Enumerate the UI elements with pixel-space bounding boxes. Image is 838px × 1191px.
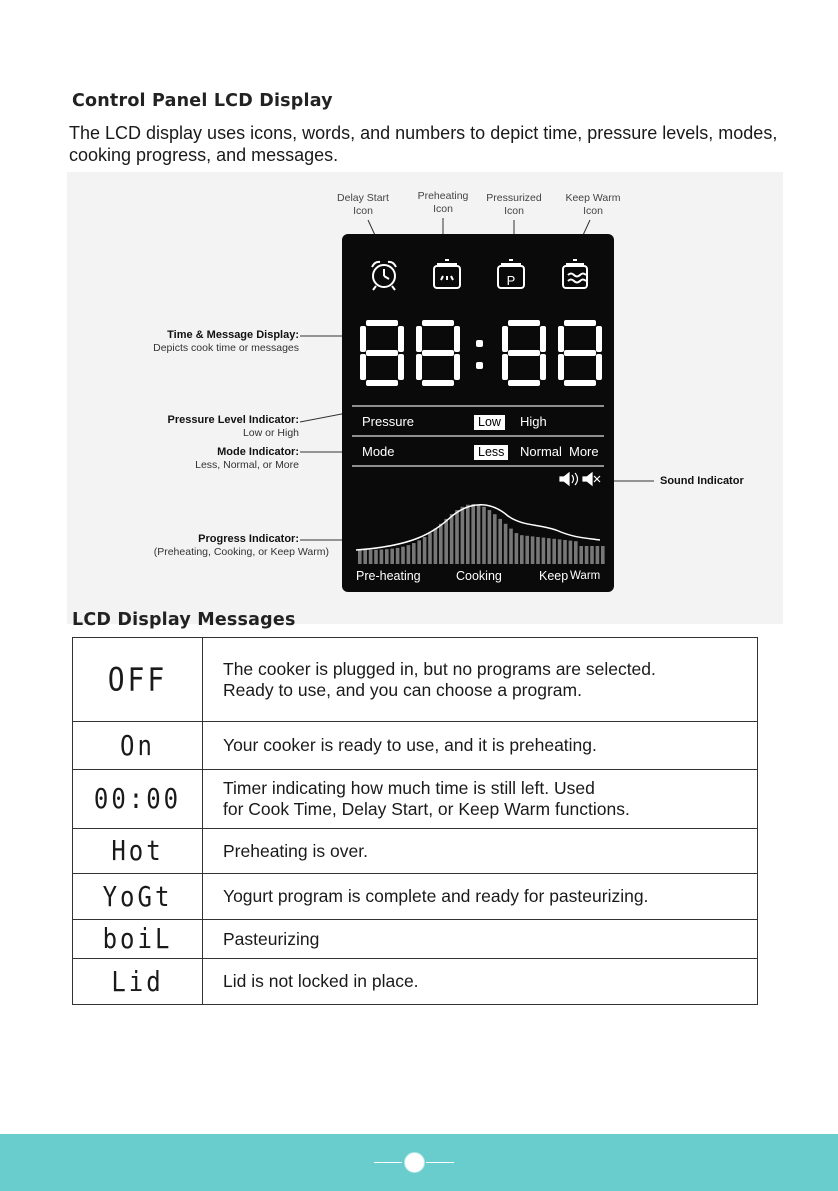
progress-bar bbox=[471, 504, 475, 564]
progress-indicator-graph bbox=[356, 504, 605, 564]
progress-bar bbox=[401, 547, 405, 564]
alarm-clock-icon bbox=[372, 262, 396, 290]
lcd-code: Hot bbox=[111, 834, 164, 868]
pressure-low-chip: Low bbox=[474, 415, 505, 430]
progress-bar bbox=[374, 550, 378, 564]
message-description-line: Preheating is over. bbox=[223, 840, 368, 861]
lcd-code: On bbox=[120, 729, 155, 762]
digit-segment bbox=[540, 354, 546, 380]
lcd-messages-table bbox=[72, 637, 758, 1005]
progress-bar bbox=[504, 524, 508, 564]
footer-line-left bbox=[374, 1162, 402, 1163]
mode-indicator-callout: Mode Indicator: Less, Normal, or More bbox=[195, 446, 299, 471]
progress-bar bbox=[563, 540, 567, 564]
progress-bar bbox=[590, 546, 594, 564]
preheating-pot-icon bbox=[434, 260, 460, 288]
progress-bar bbox=[525, 536, 529, 564]
progress-bar bbox=[531, 536, 535, 564]
digit-segment bbox=[476, 362, 483, 369]
message-description-cell bbox=[203, 638, 758, 722]
progress-label-preheating: Pre-heating bbox=[356, 569, 421, 583]
lcd-code: boiL bbox=[102, 922, 173, 956]
pressure-level-callout: Pressure Level Indicator: Low or High bbox=[167, 414, 299, 439]
lcd-code: YoGt bbox=[102, 880, 173, 913]
pressure-label: Pressure bbox=[362, 414, 415, 429]
progress-bar bbox=[579, 546, 583, 564]
progress-bar bbox=[488, 510, 492, 564]
progress-bar bbox=[428, 533, 432, 564]
digit-segment bbox=[502, 354, 508, 380]
message-description-cell bbox=[203, 959, 758, 1005]
progress-bar bbox=[439, 524, 443, 564]
digit-segment bbox=[558, 354, 564, 380]
progress-bar bbox=[363, 550, 367, 564]
progress-bar bbox=[477, 505, 481, 564]
lcd-graphics bbox=[342, 234, 614, 592]
time-message-digits bbox=[360, 320, 602, 386]
progress-bar bbox=[542, 538, 546, 564]
progress-label-keep: Keep bbox=[539, 569, 569, 583]
digit-segment bbox=[398, 354, 404, 380]
digit-segment bbox=[360, 326, 366, 352]
pressurized-label: Pressurized Icon bbox=[486, 192, 542, 217]
digit-segment bbox=[454, 354, 460, 380]
progress-bar bbox=[536, 537, 540, 564]
keep-warm-label: Keep Warm Icon bbox=[565, 192, 621, 217]
message-code-cell bbox=[73, 874, 203, 920]
progress-bar bbox=[569, 541, 573, 564]
progress-bar bbox=[498, 519, 502, 564]
progress-bar bbox=[385, 549, 389, 564]
digit-segment bbox=[564, 380, 596, 386]
progress-bar bbox=[369, 550, 373, 564]
progress-bar bbox=[520, 535, 524, 564]
table-row bbox=[73, 638, 758, 722]
progress-bar bbox=[417, 540, 421, 564]
message-description-cell bbox=[203, 770, 758, 829]
digit-segment bbox=[422, 350, 454, 356]
message-description-line: Ready to use, and you can choose a program. bbox=[223, 679, 582, 700]
section-heading-messages: LCD Display Messages bbox=[72, 610, 296, 630]
progress-bar bbox=[380, 549, 384, 564]
message-description-cell bbox=[203, 874, 758, 920]
digit-segment bbox=[596, 354, 602, 380]
message-description-cell bbox=[203, 722, 758, 770]
message-code-cell bbox=[73, 770, 203, 829]
progress-bar bbox=[547, 538, 551, 564]
section-heading-lcd-display: Control Panel LCD Display bbox=[72, 91, 333, 111]
progress-bar bbox=[466, 505, 470, 564]
progress-bar bbox=[412, 543, 416, 564]
mode-normal-label: Normal bbox=[520, 444, 562, 459]
lcd-code: Lid bbox=[111, 965, 164, 998]
digit-segment bbox=[366, 320, 398, 326]
progress-bar bbox=[493, 514, 497, 564]
digit-segment bbox=[416, 326, 422, 352]
digit-segment bbox=[564, 350, 596, 356]
message-code-cell bbox=[73, 722, 203, 770]
progress-bar bbox=[482, 507, 486, 564]
digit-segment bbox=[398, 326, 404, 352]
progress-bar bbox=[455, 510, 459, 564]
digit-segment bbox=[422, 380, 454, 386]
progress-bar bbox=[509, 529, 513, 564]
pressure-high-label: High bbox=[520, 414, 547, 429]
progress-bar bbox=[552, 539, 556, 564]
digit-segment bbox=[422, 320, 454, 326]
progress-bar bbox=[444, 519, 448, 564]
progress-label-cooking: Cooking bbox=[456, 569, 502, 583]
message-description-line: Timer indicating how much time is still left. Used bbox=[223, 778, 595, 798]
table-row bbox=[73, 874, 758, 920]
digit-segment bbox=[366, 380, 398, 386]
digit-segment bbox=[508, 320, 540, 326]
progress-bar bbox=[450, 514, 454, 564]
progress-indicator-callout: Progress Indicator: (Preheating, Cooking, or Keep Warm) bbox=[153, 533, 329, 558]
progress-bar bbox=[396, 548, 400, 564]
digit-segment bbox=[540, 326, 546, 352]
message-description-line: Yogurt program is complete and ready for pasteurizing. bbox=[223, 886, 649, 906]
progress-bar bbox=[574, 541, 578, 564]
digit-segment bbox=[416, 354, 422, 380]
progress-bar bbox=[358, 550, 362, 564]
message-description-cell bbox=[203, 920, 758, 959]
table-row bbox=[73, 770, 758, 829]
speaker-mute-icon bbox=[583, 473, 600, 485]
progress-bar bbox=[423, 537, 427, 564]
message-code-cell bbox=[73, 638, 203, 722]
digit-segment bbox=[366, 350, 398, 356]
progress-bar bbox=[558, 539, 562, 564]
digit-segment bbox=[596, 326, 602, 352]
message-description-line: Your cooker is ready to use, and it is preheating. bbox=[223, 735, 597, 755]
progress-bar bbox=[390, 549, 394, 564]
digit-segment bbox=[476, 340, 483, 347]
lcd-panel bbox=[342, 234, 614, 592]
message-code-cell bbox=[73, 920, 203, 959]
message-description-line: Lid is not locked in place. bbox=[223, 971, 419, 991]
time-display-callout: Time & Message Display: Depicts cook time or messages bbox=[153, 329, 299, 354]
digit-segment bbox=[558, 326, 564, 352]
message-code-cell bbox=[73, 829, 203, 874]
message-description-line: The cooker is plugged in, but no programs are selected. bbox=[223, 658, 656, 679]
mode-more-label: More bbox=[569, 444, 599, 459]
digit-segment bbox=[508, 350, 540, 356]
progress-bar bbox=[515, 533, 519, 564]
message-description-cell bbox=[203, 829, 758, 874]
progress-bar bbox=[461, 507, 465, 564]
lcd-code: OFF bbox=[107, 660, 168, 699]
progress-bar bbox=[407, 545, 411, 564]
progress-bar bbox=[585, 546, 589, 564]
table-row bbox=[73, 829, 758, 874]
footer-line-right bbox=[426, 1162, 454, 1163]
mode-label: Mode bbox=[362, 444, 395, 459]
table-row bbox=[73, 920, 758, 959]
message-description-line: Pasteurizing bbox=[223, 928, 320, 949]
keep-warm-pot-icon bbox=[563, 260, 587, 288]
digit-segment bbox=[502, 326, 508, 352]
intro-paragraph: The LCD display uses icons, words, and numbers to depict time, pressure levels, modes, cooking progress, and messages. bbox=[69, 123, 778, 165]
progress-bar bbox=[596, 546, 600, 564]
pressurized-letter: P bbox=[506, 273, 516, 288]
digit-segment bbox=[360, 354, 366, 380]
preheating-label: Preheating Icon bbox=[417, 190, 469, 215]
lcd-code: 00:00 bbox=[93, 782, 182, 816]
progress-label-warm: Warm bbox=[570, 570, 601, 582]
table-row bbox=[73, 959, 758, 1005]
message-description-line: for Cook Time, Delay Start, or Keep Warm functions. bbox=[223, 799, 630, 819]
digit-segment bbox=[564, 320, 596, 326]
digit-segment bbox=[508, 380, 540, 386]
progress-bar bbox=[434, 529, 438, 564]
page-indicator-dot bbox=[404, 1152, 425, 1173]
table-row bbox=[73, 722, 758, 770]
mode-less-chip: Less bbox=[474, 445, 508, 460]
speaker-on-icon bbox=[560, 473, 578, 485]
message-code-cell bbox=[73, 959, 203, 1005]
progress-bar bbox=[601, 546, 605, 564]
sound-indicator-callout: Sound Indicator bbox=[660, 475, 744, 487]
delay-start-label: Delay Start Icon bbox=[337, 192, 389, 217]
digit-segment bbox=[454, 326, 460, 352]
